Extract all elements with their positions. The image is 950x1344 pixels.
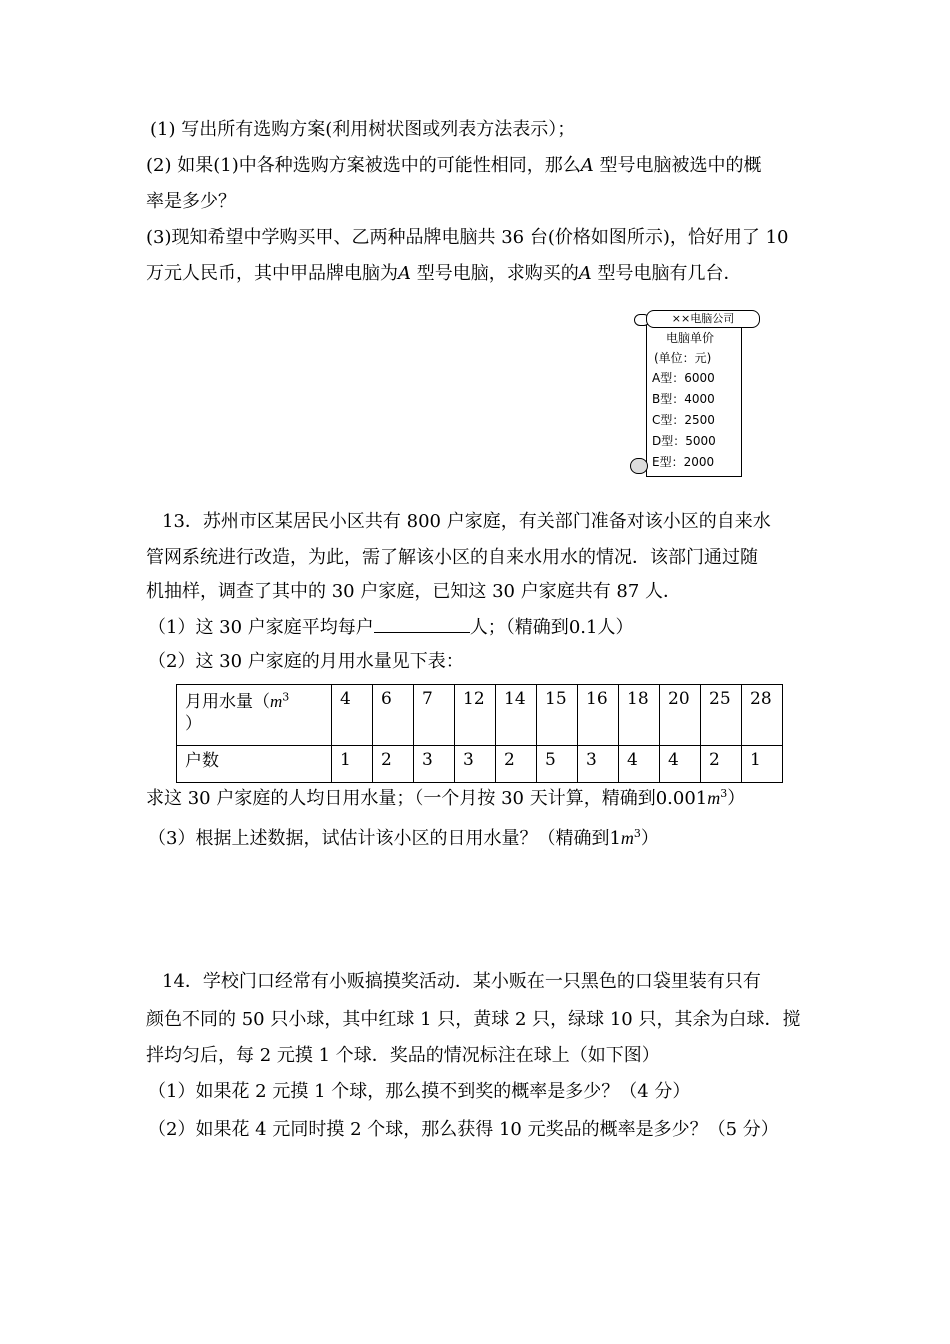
table-cell: 1 — [742, 746, 783, 783]
question-13-part-2-ask: 求这 30 户家庭的人均日用水量；（一个月按 30 天计算，精确到$0.001m^3$） — [146, 787, 746, 809]
price-card-title: 电脑单价 — [666, 331, 715, 345]
table-row — [177, 746, 783, 783]
table-cell: 2 — [701, 746, 742, 783]
table-row — [177, 685, 783, 746]
table-cell: 28 — [742, 685, 783, 746]
table-cell: 2 — [373, 746, 414, 783]
question-14-part-1: （1）如果花 2 元摸 1 个球，那么摸不到奖的概率是多少？（4 分） — [148, 1081, 691, 1102]
price-card-item-e: E型：2000 — [652, 455, 715, 469]
question-13-intro-line-2: 管网系统进行改造，为此，需了解该小区的自来水用水的情况．该部门通过随 — [146, 547, 758, 568]
price-card-figure — [626, 310, 756, 480]
table-cell: 20 — [660, 685, 701, 746]
price-card-header: ××电脑公司 — [646, 310, 760, 328]
table-cell: 3 — [578, 746, 619, 783]
question-14-intro-line-2: 颜色不同的 50 只小球，其中红球 1 只，黄球 2 只，绿球 10 只，其余为白球．搅 — [146, 1009, 801, 1030]
table-cell: 18 — [619, 685, 660, 746]
question-14-intro-line-1: 14．学校门口经常有小贩搞摸奖活动．某小贩在一只黑色的口袋里装有只有 — [162, 971, 761, 992]
question-14-intro-line-3: 拌均匀后，每 2 元摸 1 个球．奖品的情况标注在球上（如下图） — [146, 1045, 660, 1066]
table-cell: 12 — [455, 685, 496, 746]
question-13-intro-line-1: 13．苏州市区某居民小区共有 800 户家庭，有关部门准备对该小区的自来水 — [162, 511, 771, 532]
question-12-part-3-line-1: (3)现知希望中学购买甲、乙两种品牌电脑共 36 台(价格如图所示)，恰好用了 10 — [146, 227, 789, 248]
price-card-unit: (单位：元) — [654, 351, 712, 365]
price-card-item-a: A型：6000 — [652, 371, 715, 385]
table-cell: 7 — [414, 685, 455, 746]
table-cell: 3 — [414, 746, 455, 783]
table-cell: 4 — [660, 746, 701, 783]
table-cell: 5 — [537, 746, 578, 783]
question-12-part-2-line-1: (2) 如果(1)中各种选购方案被选中的可能性相同，那么A 型号电脑被选中的概 — [146, 155, 762, 176]
table-cell: 3 — [455, 746, 496, 783]
table-cell: 1 — [332, 746, 373, 783]
price-card-item-b: B型：4000 — [652, 392, 715, 406]
question-13-part-1: （1）这 30 户家庭平均每户 人；（精确到0.1人） — [148, 614, 633, 640]
question-12-part-2-line-2: 率是多少？ — [146, 191, 236, 212]
table-cell: 25 — [701, 685, 742, 746]
table-header-usage: 月用水量（$m^3$ ） — [177, 685, 332, 746]
table-cell: 16 — [578, 685, 619, 746]
table-cell: 6 — [373, 685, 414, 746]
question-12-part-1: (1) 写出所有选购方案(利用树状图或列表方法表示）； — [150, 119, 576, 140]
water-usage-table — [176, 684, 783, 783]
table-cell: 4 — [332, 685, 373, 746]
table-header-households: 户数 — [177, 746, 332, 783]
price-card-item-c: C型：2500 — [652, 413, 715, 427]
table-cell: 15 — [537, 685, 578, 746]
question-14-part-2: （2）如果花 4 元同时摸 2 个球，那么获得 10 元奖品的概率是多少？（5 分） — [148, 1119, 779, 1140]
question-13-part-2: （2）这 30 户家庭的月用水量见下表： — [148, 651, 464, 672]
table-cell: 4 — [619, 746, 660, 783]
question-13-part-3: （3）根据上述数据，试估计该小区的日用水量？（精确到$1m^3$） — [148, 827, 659, 849]
question-12-part-3-line-2: 万元人民币，其中甲品牌电脑为A 型号电脑，求购买的A 型号电脑有几台． — [146, 263, 742, 284]
table-cell: 2 — [496, 746, 537, 783]
question-13-intro-line-3: 机抽样，调查了其中的 30 户家庭，已知这 30 户家庭共有 87 人． — [146, 581, 682, 602]
answer-blank[interactable] — [374, 614, 470, 633]
price-card-item-d: D型：5000 — [652, 434, 716, 448]
table-cell: 14 — [496, 685, 537, 746]
scroll-curl-bottom-icon — [630, 458, 648, 474]
